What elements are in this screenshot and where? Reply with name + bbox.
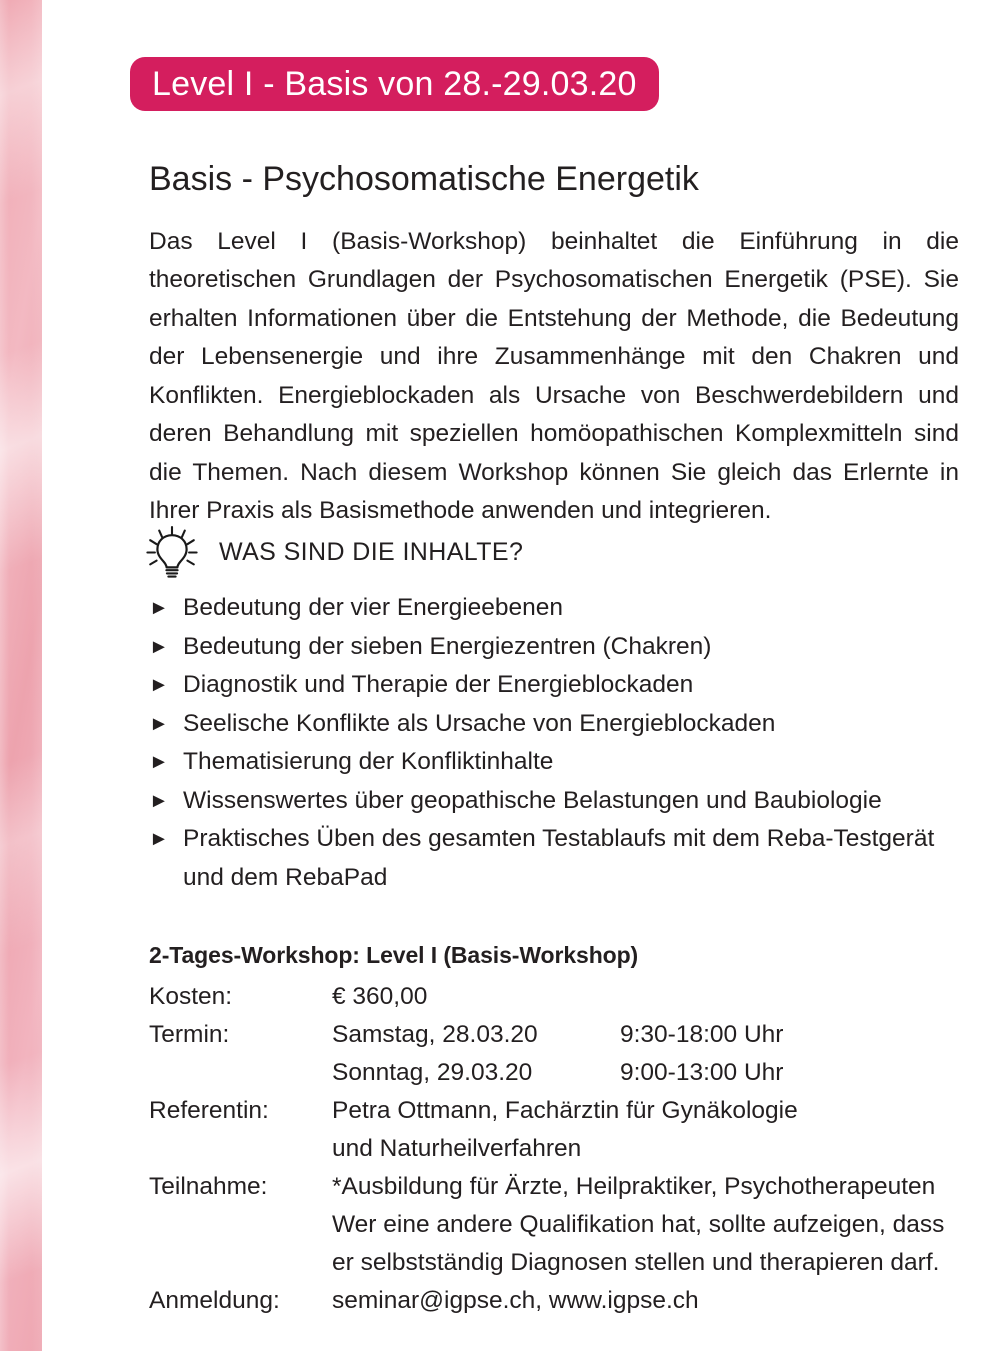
detail-label-termin: Termin: [149,1021,230,1048]
detail-row-referentin-cont [149,1130,969,1168]
detail-row-referentin [149,1092,969,1130]
lightbulb-icon [145,524,199,580]
triangle-bullet-icon: ► [149,635,169,658]
triangle-bullet-icon: ► [149,751,169,773]
course-level-badge-label: Level I - Basis von 28.-29.03.20 [152,65,637,103]
triangle-bullet-icon: ► [149,674,169,696]
course-level-badge [130,57,659,111]
triangle-bullet-icon: ► [149,828,169,850]
detail-value-termin-day1-time: 9:30-18:00 Uhr [620,1021,784,1048]
detail-row-anmeldung [149,1282,969,1320]
list-item [149,782,969,821]
detail-value-teilnahme-line3: er selbstständig Diagnosen stellen und therapieren darf. [332,1249,940,1276]
contents-section-heading [145,524,523,580]
detail-value-termin-day2-date: Sonntag, 29.03.20 [332,1059,533,1086]
list-item-label: Thematisierung der Konfliktinhalte [183,748,554,775]
workshop-details-title: 2-Tages-Workshop: Level I (Basis-Workshop) [149,942,639,968]
detail-value-referentin-line1: Petra Ottmann, Fachärztin für Gynäkologie [332,1097,798,1124]
contents-section-heading-label: WAS SIND DIE INHALTE? [219,538,524,566]
list-item-label: Wissenswertes über geopathische Belastungen und Baubiologie [183,786,882,814]
list-item [149,705,969,744]
detail-value-termin-day1-date: Samstag, 28.03.20 [332,1021,538,1048]
page-title: Basis - Psychosomatische Energetik [149,159,699,198]
list-item-label: Bedeutung der sieben Energiezentren (Chakren) [183,632,712,660]
contents-bullet-list [149,589,969,897]
detail-value-anmeldung: seminar@igpse.ch, www.igpse.ch [332,1287,699,1314]
list-item [149,820,969,897]
detail-row-termin-day1 [149,1016,969,1054]
detail-row-termin-day2 [149,1054,969,1092]
list-item [149,666,969,705]
detail-row-teilnahme-cont1 [149,1206,969,1244]
detail-value-termin-day2-time: 9:00-13:00 Uhr [620,1059,784,1086]
detail-label-kosten: Kosten: [149,983,233,1010]
list-item-label: Diagnostik und Therapie der Energieblockaden [183,671,694,698]
list-item [149,628,969,667]
list-item [149,589,969,628]
detail-row-teilnahme [149,1168,969,1206]
detail-row-teilnahme-cont2 [149,1244,969,1282]
list-item-label: Praktisches Üben des gesamten Testablaufs mit dem Reba-Testgerät und dem RebaPad [183,825,935,891]
detail-label-referentin: Referentin: [149,1097,269,1124]
triangle-bullet-icon: ► [149,597,169,619]
list-item-label: Seelische Konflikte als Ursache von Energieblockaden [183,709,776,737]
triangle-bullet-icon: ► [149,789,169,812]
triangle-bullet-icon: ► [149,712,169,735]
detail-value-kosten: € 360,00 [332,983,428,1010]
intro-paragraph: Das Level I (Basis-Workshop) beinhaltet die Einführung in die theoretischen Grundlagen der Psychosomatischen Energetik (PSE). Sie erhalten Informationen über die Entstehung der Methode, die Bedeutung der Lebensenergie und ihre Zusammenhänge mit den Chakren und Konflikten. Energieblockaden als Ursache von Beschwerdebildern und deren Behandlung mit speziellen homöopathischen Komplexmitteln sind die Themen. Nach diesem Workshop können Sie gleich das Erlernte in Ihrer Praxis als Basismethode anwenden und integrieren. [149,227,959,524]
detail-row-kosten [149,978,969,1016]
detail-label-teilnahme: Teilnahme: [149,1173,268,1200]
detail-value-referentin-line2: und Naturheilverfahren [332,1135,582,1162]
detail-value-teilnahme-line2: Wer eine andere Qualifikation hat, sollte aufzeigen, dass [332,1211,945,1238]
list-item-label: Bedeutung der vier Energieebenen [183,594,564,621]
detail-label-anmeldung: Anmeldung: [149,1287,280,1314]
detail-value-teilnahme-line1: *Ausbildung für Ärzte, Heilpraktiker, Psychotherapeuten [332,1173,936,1200]
workshop-details [149,938,969,1320]
list-item [149,743,969,782]
